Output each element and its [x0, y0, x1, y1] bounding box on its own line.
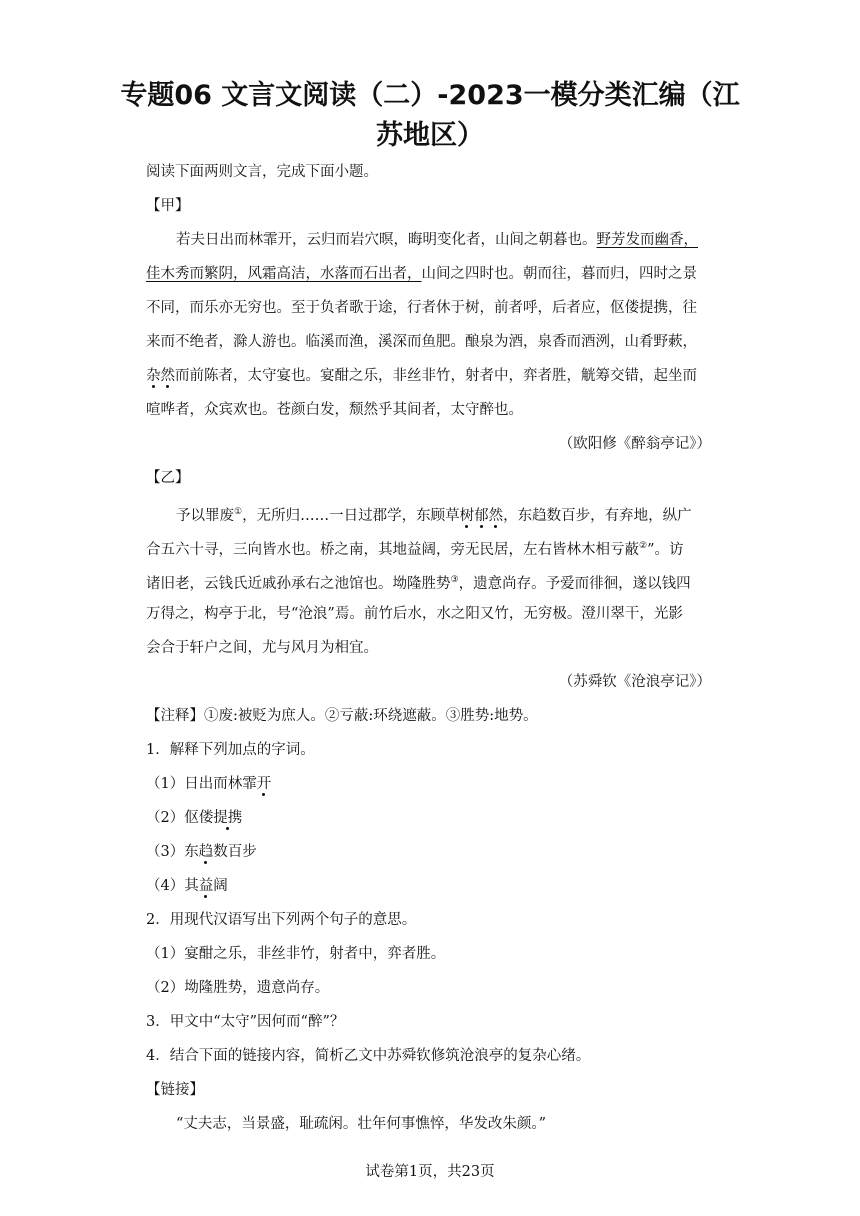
item-text: 数百步	[213, 844, 257, 860]
dotted-char: 然	[488, 507, 504, 524]
page-title-line-1: 专题06 文言文阅读（二）-2023一模分类汇编（江	[120, 80, 740, 111]
passage-yi-line-3	[146, 570, 691, 594]
passage-jia-line-4: 来而不绝者，滁人游也。临溪而渔，溪深而鱼肥。酿泉为酒，泉香而酒洌，山肴野蔌，	[146, 334, 697, 350]
passage-jia-line-3: 不同，而乐亦无穷也。至于负者歌于途，行者休于树，前者呼，后者应，伛偻提携，往	[146, 300, 697, 316]
passage-yi-line-5: 会合于轩户之间，尤与风月为相宜。	[146, 640, 378, 656]
question-1-item	[146, 876, 228, 896]
question-4: 4．结合下面的链接内容，简析乙文中苏舜钦修筑沧浪亭的复杂心绪。	[146, 1048, 591, 1064]
annotation-notes: 【注释】①废:被贬为庶人。②亏蔽:环绕遮蔽。③胜势:地势。	[146, 708, 538, 724]
dotted-char: 提携	[213, 810, 243, 826]
question-1-item	[146, 808, 242, 828]
passage-text: ，东趋数百步，有弃地，纵广	[503, 507, 692, 524]
link-label: 【链接】	[146, 1082, 204, 1098]
passage-jia-label: 【甲】	[146, 198, 190, 214]
footnote-marker: ①	[234, 507, 243, 517]
dotted-char: 趋	[198, 844, 214, 860]
passage-text: 若夫日出而林霏开，云归而岩穴暝，晦明变化者，山间之朝暮也。	[176, 232, 597, 248]
passage-text: ，无所归……一日过郡学，东顾草	[242, 507, 460, 524]
dotted-char: 开	[256, 776, 272, 792]
item-text: （2）伛偻	[146, 810, 214, 826]
dotted-char: 郁	[474, 507, 489, 524]
dotted-char: 树	[459, 507, 475, 524]
passage-text: 予以罪废	[176, 507, 234, 524]
question-1-stem: 1．解释下列加点的字词。	[146, 742, 315, 758]
underlined-text: 佳木秀而繁阴，风霜高洁，水落而石出者，	[146, 266, 422, 282]
passage-yi-line-1	[176, 502, 692, 526]
item-text: （1）日出而林霏	[146, 776, 257, 792]
passage-yi-line-2	[146, 536, 684, 560]
link-text: “丈夫志，当景盛，耻疏闲。壮年何事憔悴，华发改朱颜。”	[176, 1116, 547, 1132]
item-text: （3）东	[146, 844, 199, 860]
passage-text: 诸旧老，云钱氏近戚孙承右之池馆也。坳隆胜势	[146, 575, 451, 592]
passage-jia-line-6: 喧哗者，众宾欢也。苍颜白发，颓然乎其间者，太守醉也。	[146, 402, 523, 418]
passage-text: 山间之四时也。朝而往，暮而归，四时之景	[421, 266, 697, 282]
question-2-item: （2）坳隆胜势，遗意尚存。	[146, 980, 330, 996]
footnote-marker: ②	[639, 541, 648, 551]
passage-jia-line-1	[176, 230, 698, 250]
question-1-item	[146, 774, 271, 794]
page-footer: 试卷第1页，共23页	[365, 1164, 495, 1180]
item-text: （4）其	[146, 878, 199, 894]
passage-text: ，遗意尚存。予爱而徘徊，遂以钱四	[458, 575, 691, 592]
item-text: 阔	[213, 878, 228, 894]
question-3: 3．甲文中“太守”因何而“醉”？	[146, 1014, 345, 1030]
passage-text: 而前陈者，太守宴也。宴酣之乐，非丝非竹，射者中，弈者胜，觥筹交错，起坐而	[175, 368, 697, 384]
question-2-stem: 2．用现代汉语写出下列两个句子的意思。	[146, 912, 417, 928]
passage-yi-line-4: 万得之，构亭于北，号“沧浪”焉。前竹后水，水之阳又竹，无穷极。澄川翠干，光影	[146, 606, 683, 622]
question-2-item: （1）宴酣之乐，非丝非竹，射者中，弈者胜。	[146, 946, 446, 962]
passage-text: 合五六十寻，三向皆水也。桥之南，其地益阔，旁无民居，左右皆林木相亏蔽	[146, 541, 639, 558]
dotted-char: 然	[160, 368, 175, 384]
instruction: 阅读下面两则文言，完成下面小题。	[146, 164, 378, 180]
passage-jia-line-5	[146, 366, 697, 386]
underlined-text: 野芳发而幽香，	[596, 232, 698, 248]
dotted-char: 益	[198, 878, 214, 894]
passage-jia-line-2	[146, 264, 697, 284]
passage-text: ”。访	[647, 541, 684, 558]
dotted-char: 杂	[146, 368, 161, 384]
question-1-item	[146, 842, 257, 862]
passage-jia-source: （欧阳修《醉翁亭记》）	[558, 436, 711, 452]
page-title-line-2: 苏地区）	[376, 120, 484, 151]
passage-yi-label: 【乙】	[146, 470, 190, 486]
passage-yi-source: （苏舜钦《沧浪亭记》）	[558, 674, 711, 690]
footnote-marker: ③	[450, 575, 459, 585]
